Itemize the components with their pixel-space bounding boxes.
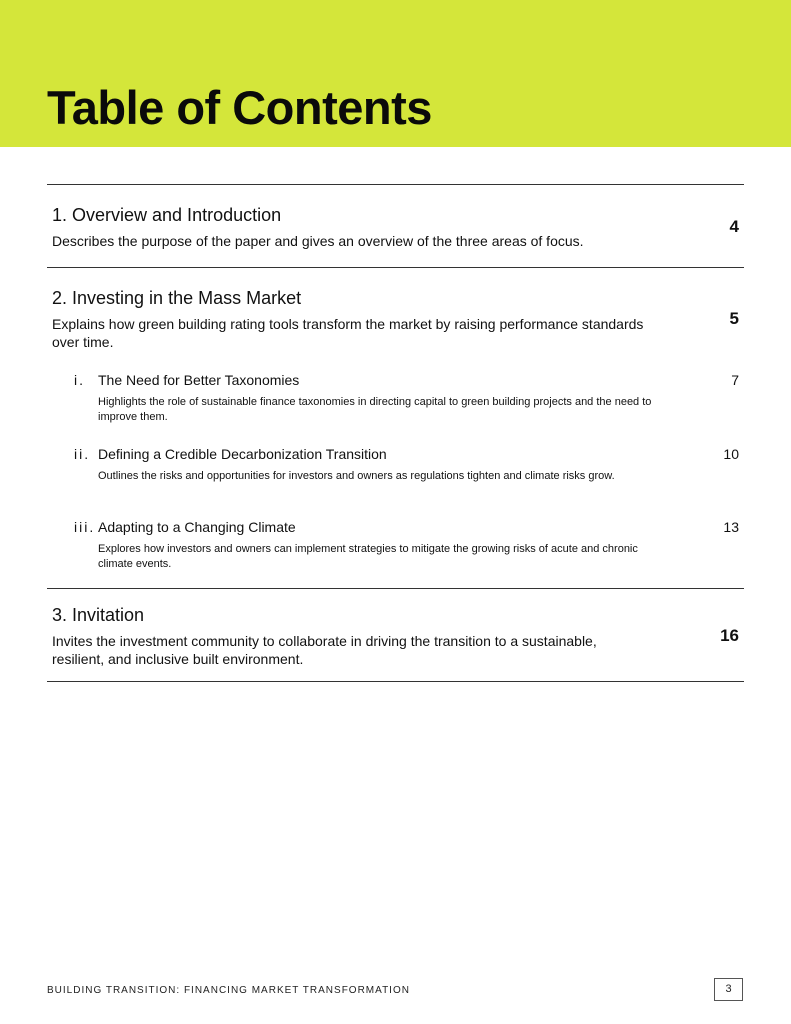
footer-page-number: 3: [714, 978, 743, 1001]
subsection-description: Highlights the role of sustainable finance taxonomies in directing capital to green building projects and the need to improve them.: [98, 396, 652, 423]
subsection-title[interactable]: Adapting to a Changing Climate: [98, 519, 296, 535]
subsection-numeral: iii.: [74, 519, 96, 535]
section-page-number[interactable]: 16: [720, 626, 739, 645]
section-title[interactable]: 3. Invitation: [52, 605, 145, 625]
header-band: [0, 0, 791, 147]
subsection-title[interactable]: Defining a Credible Decarbonization Transition: [98, 446, 387, 462]
subsection-page-number[interactable]: 13: [723, 519, 739, 535]
section-page-number[interactable]: 4: [729, 217, 739, 236]
section-title[interactable]: 1. Overview and Introduction: [52, 205, 282, 225]
divider: [47, 267, 744, 268]
section-page-number[interactable]: 5: [729, 309, 739, 328]
section-description: Describes the purpose of the paper and gives an overview of the three areas of focus.: [52, 233, 584, 249]
subsection-title[interactable]: The Need for Better Taxonomies: [98, 372, 300, 388]
divider: [47, 184, 744, 185]
page-title: Table of Contents: [47, 81, 432, 134]
divider: [47, 588, 744, 589]
subsection-page-number[interactable]: 10: [723, 446, 739, 462]
subsection-description: Outlines the risks and opportunities for investors and owners as regulations tighten and climate risks grow.: [98, 470, 615, 482]
subsection-description: Explores how investors and owners can implement strategies to mitigate the growing risks of acute and chronic climate events.: [98, 543, 638, 570]
divider: [47, 681, 744, 682]
section-description: Invites the investment community to collaborate in driving the transition to a sustainable, resilient, and inclusive built environment.: [52, 633, 597, 667]
footer-document-title: BUILDING TRANSITION: FINANCING MARKET TRANSFORMATION: [47, 985, 410, 996]
subsection-page-number[interactable]: 7: [731, 372, 739, 388]
subsection-numeral: ii.: [74, 446, 91, 462]
section-title[interactable]: 2. Investing in the Mass Market: [52, 288, 302, 308]
section-description: Explains how green building rating tools transform the market by raising performance standards over time.: [52, 316, 644, 350]
subsection-numeral: i.: [74, 372, 85, 388]
